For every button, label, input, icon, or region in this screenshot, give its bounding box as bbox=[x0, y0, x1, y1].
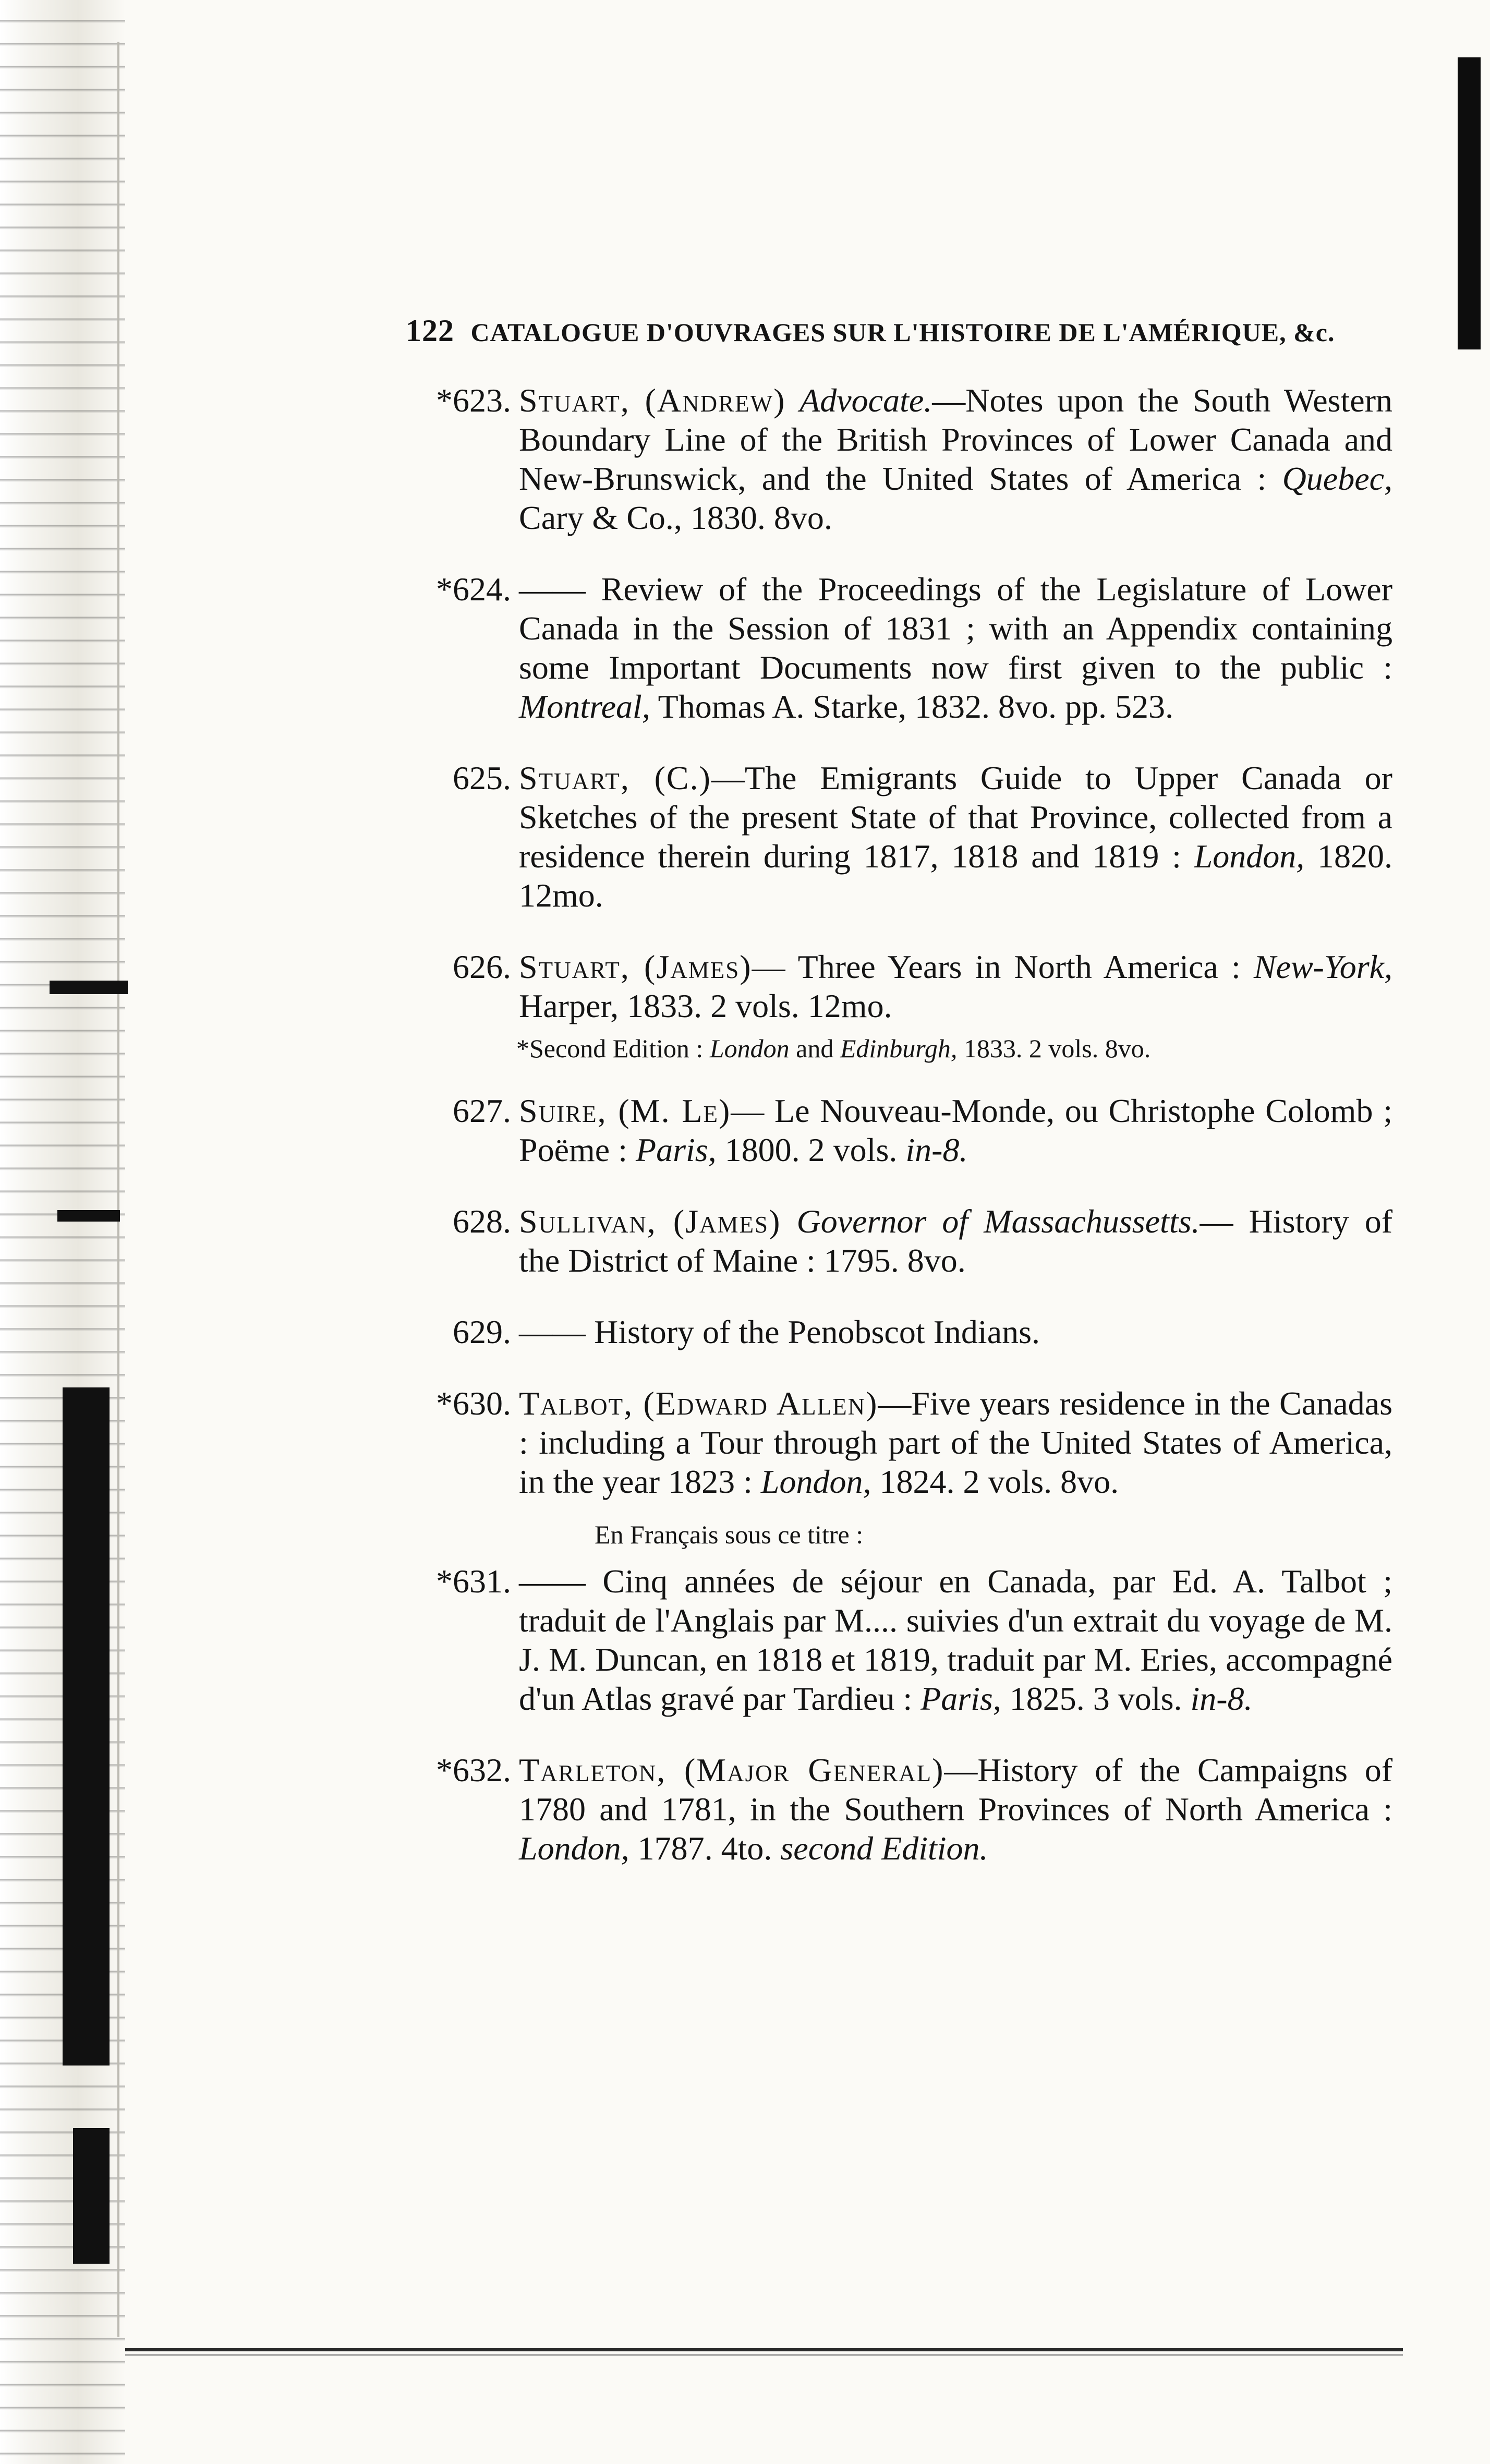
entry-body bbox=[519, 1750, 1392, 1868]
entry-text: —The Emigrants Guide to Upper Canada or Sketches of the present State of that Province, collected from a residence therein during 1817, 1818 and 1819 : bbox=[519, 759, 1392, 875]
entry-place: Paris, bbox=[635, 1131, 717, 1168]
header-title: CATALOGUE D'OUVRAGES SUR L'HISTOIRE DE L'AMÉRIQUE, &c. bbox=[470, 318, 1335, 347]
entry-imprint: Cary & Co., 1830. 8vo. bbox=[519, 499, 832, 536]
ditto-dash: —— bbox=[519, 1563, 586, 1600]
entry-text: Cinq années de séjour en Canada, par Ed. A. Talbot ; traduit de l'Anglais par M.... suivies d'un extrait du voyage de M. J. M. Duncan, en 1818 et 1819, traduit par M. Eries, accompagné d'un Atlas gravé par Tardieu : bbox=[519, 1563, 1393, 1717]
entry-body bbox=[519, 1312, 1392, 1351]
entry-627 bbox=[360, 1091, 1403, 1169]
binding-mark bbox=[73, 2128, 110, 2264]
entry-body bbox=[519, 381, 1392, 537]
entry-number: *623. bbox=[436, 382, 511, 419]
binding-mark bbox=[63, 1387, 110, 2066]
binding-mark bbox=[50, 981, 128, 994]
running-header bbox=[406, 313, 1397, 349]
page-edge-bar bbox=[1458, 57, 1481, 349]
entry-632 bbox=[360, 1750, 1403, 1868]
ditto-dash: —— bbox=[519, 1313, 586, 1350]
entry-imprint: 1824. 2 vols. 8vo. bbox=[879, 1463, 1119, 1500]
entry-imprint: Harper, 1833. 2 vols. 12mo. bbox=[519, 987, 892, 1024]
entry-number: *630. bbox=[436, 1385, 511, 1422]
entry-625 bbox=[360, 758, 1403, 915]
entry-author: Sullivan, (James) bbox=[519, 1203, 781, 1240]
entry-number: *631. bbox=[436, 1563, 511, 1600]
entry-number: *624. bbox=[436, 571, 511, 608]
entry-623 bbox=[360, 381, 1403, 537]
catalogue-entries bbox=[360, 381, 1403, 1900]
entry-624 bbox=[360, 570, 1403, 726]
entry-role: Governor of Massachussetts. bbox=[796, 1203, 1200, 1240]
entry-body bbox=[519, 947, 1392, 1025]
entry-631 bbox=[360, 1562, 1403, 1718]
binding-edge bbox=[0, 0, 125, 2464]
binding-shadow-line bbox=[117, 42, 119, 2337]
entry-place: New-York, bbox=[1253, 948, 1392, 985]
entry-imprint: 1800. 2 vols. bbox=[724, 1131, 898, 1168]
note-place: London bbox=[709, 1034, 790, 1063]
entry-body bbox=[519, 758, 1392, 915]
entry-author: Talbot, (Edward Allen) bbox=[519, 1385, 878, 1422]
entry-place: Montreal, bbox=[519, 688, 650, 725]
note-place: Edinburgh, bbox=[840, 1034, 958, 1063]
entry-author: Suire, (M. Le) bbox=[519, 1092, 731, 1129]
entry-626 bbox=[360, 947, 1403, 1066]
entry-author: Stuart, (James) bbox=[519, 948, 752, 985]
entry-imprint: 1820. 12mo. bbox=[519, 838, 1393, 914]
entry-place: London, bbox=[760, 1463, 871, 1500]
entry-author: Stuart, (C.) bbox=[519, 759, 711, 796]
entry-number: *632. bbox=[436, 1752, 511, 1789]
entry-imprint: 1825. 3 vols. bbox=[1009, 1680, 1182, 1717]
entry-body bbox=[519, 1091, 1392, 1169]
entry-body bbox=[519, 570, 1392, 726]
entry-number: 626. bbox=[453, 948, 511, 985]
entry-text: —Five years residence in the Canadas : including a Tour through part of the United States of America, in the year 1823 : bbox=[519, 1385, 1392, 1500]
edition-note bbox=[516, 1031, 1403, 1066]
ditto-dash: —— bbox=[519, 571, 586, 608]
entry-author: Tarleton, (Major General) bbox=[519, 1752, 944, 1789]
entry-place: London, bbox=[519, 1830, 629, 1867]
note-and: and bbox=[796, 1034, 834, 1063]
entry-629 bbox=[360, 1312, 1403, 1351]
entry-number: 627. bbox=[453, 1092, 511, 1129]
entry-imprint: Thomas A. Starke, 1832. 8vo. pp. 523. bbox=[658, 688, 1174, 725]
bottom-rule bbox=[125, 2348, 1403, 2351]
binding-mark bbox=[57, 1210, 120, 1222]
entry-number: 629. bbox=[453, 1313, 511, 1350]
note-prefix: *Second Edition : bbox=[516, 1034, 704, 1063]
entry-text: —Notes upon the South Western Boundary Line of the British Provinces of Lower Canada and New-Brunswick, and the United States of America : bbox=[519, 382, 1393, 497]
bottom-rule-thin bbox=[125, 2354, 1403, 2356]
entry-number: 625. bbox=[453, 759, 511, 796]
entry-text: — Three Years in North America : bbox=[752, 948, 1241, 985]
entry-place: Paris, bbox=[920, 1680, 1001, 1717]
entry-text: Review of the Proceedings of the Legislature of Lower Canada in the Session of 1831 ; with an Appendix containing some Important Documents now first given to the public : bbox=[519, 571, 1392, 686]
entry-text: — Le Nouveau-Monde, ou Christophe Colomb ; Poëme : bbox=[519, 1092, 1393, 1168]
entry-628 bbox=[360, 1202, 1403, 1280]
entry-630 bbox=[360, 1384, 1403, 1501]
note-imprint: 1833. 2 vols. 8vo. bbox=[963, 1034, 1151, 1063]
entry-text: History of the Penobscot Indians. bbox=[594, 1313, 1040, 1350]
entry-text: — History of the District of Maine : 1795. 8vo. bbox=[519, 1203, 1393, 1279]
entry-number: 628. bbox=[453, 1203, 511, 1240]
entry-format: in-8. bbox=[1190, 1680, 1253, 1717]
entry-author: Stuart, (Andrew) bbox=[519, 382, 786, 419]
entry-body bbox=[519, 1562, 1392, 1718]
entry-imprint: 1787. 4to. bbox=[637, 1830, 772, 1867]
translation-subhead: En Français sous ce titre : bbox=[595, 1520, 864, 1549]
page-number: 122 bbox=[406, 313, 454, 348]
entry-place: London, bbox=[1194, 838, 1305, 875]
entry-place: Quebec, bbox=[1282, 460, 1393, 497]
entry-format: in-8. bbox=[905, 1131, 968, 1168]
entry-text: —History of the Campaigns of 1780 and 1781, in the Southern Provinces of North America : bbox=[519, 1752, 1392, 1828]
entry-body bbox=[519, 1384, 1392, 1501]
entry-edition: second Edition. bbox=[780, 1830, 988, 1867]
entry-role: Advocate. bbox=[799, 382, 932, 419]
entry-body bbox=[519, 1202, 1392, 1280]
